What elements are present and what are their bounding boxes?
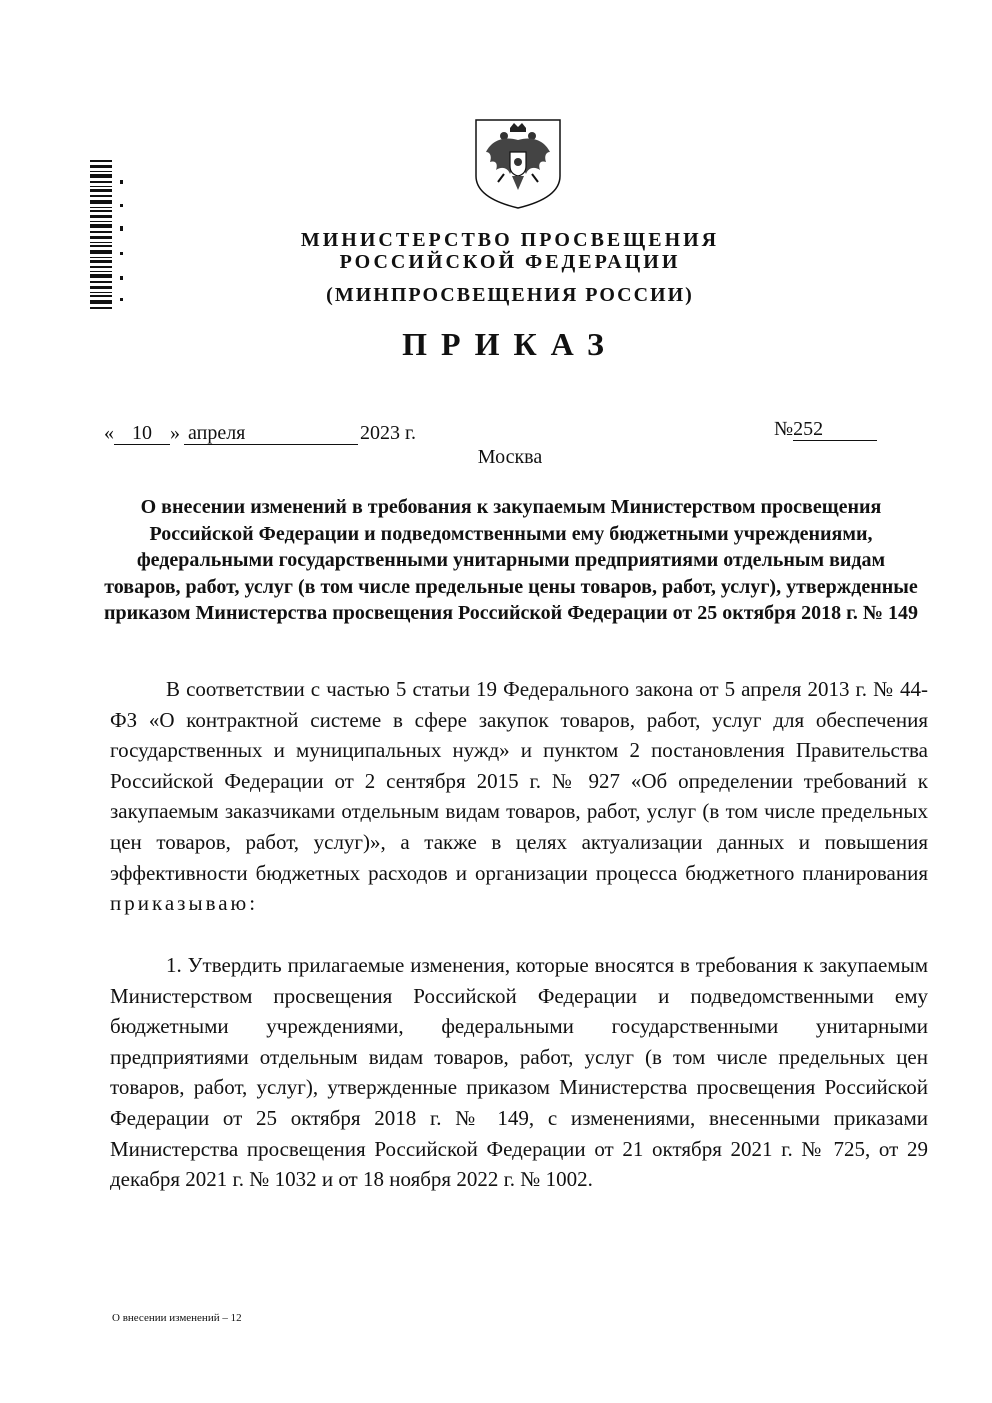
date-year: 2023 г. bbox=[360, 422, 416, 444]
date-month: апреля bbox=[184, 422, 358, 445]
order-city: Москва bbox=[477, 446, 543, 468]
ministry-name-line1: МИНИСТЕРСТВО ПРОСВЕЩЕНИЯ bbox=[300, 229, 720, 251]
ministry-name-line2: РОССИЙСКОЙ ФЕДЕРАЦИИ bbox=[339, 251, 681, 273]
barcode-icon bbox=[88, 160, 128, 312]
date-open-quote: « bbox=[104, 422, 114, 444]
order-title: ПРИКАЗ bbox=[402, 326, 618, 362]
number-value: 252 bbox=[793, 418, 877, 441]
body-paragraph-1-decree: приказываю: bbox=[110, 891, 259, 916]
coat-of-arms-icon bbox=[474, 118, 562, 210]
body-paragraph-2: 1. Утвердить прилагаемые изменения, которые вносятся в требования к закупаемым Министерством просвещения Российской Федерации и подведомственными ему бюджетными учреждениями, федеральными государственными унитарными предприятиями отдельным видам товаров, работ, услуг (в том числе предельных цен товаров, работ, услуг), утвержденные приказом Министерства просвещения Российской Федерации от 25 октября 2018 г. № 149, с изменениями, внесенными приказами Министерства просвещения Российской Федерации от 21 октября 2021 г. № 725, от 29 декабря 2021 г. № 1032 и от 18 ноября 2022 г. № 1002. bbox=[110, 953, 928, 1192]
order-number bbox=[774, 418, 877, 441]
order-subject: О внесении изменений в требования к закупаемым Министерством просвещения Российской Федерации и подведомственными ему бюджетными учреждениями, федеральными государственными унитарными предприятиями отдельным видам товаров, работ, услуг (в том числе предельные цены товаров, работ, услуг), утвержденные приказом Министерства просвещения Российской Федерации от 25 октября 2018 г. № 149 bbox=[103, 496, 919, 624]
date-close-quote: » bbox=[170, 422, 180, 444]
body-paragraph-1 bbox=[110, 674, 928, 919]
ministry-abbreviation: (МИНПРОСВЕЩЕНИЯ РОССИИ) bbox=[326, 284, 694, 306]
order-date bbox=[104, 422, 416, 445]
date-day: 10 bbox=[114, 422, 170, 445]
body-paragraph-1-text: В соответствии с частью 5 статьи 19 Федерального закона от 5 апреля 2013 г. № 44-ФЗ «О контрактной системе в сфере закупок товаров, работ, услуг для обеспечения государственных и муниципальных нужд» и пунктом 2 постановления Правительства Российской Федерации от 2 сентября 2015 г. № 927 «Об определении требований к закупаемым заказчиками отдельным видам товаров, работ, услуг (в том числе предельных цен товаров, работ, услуг)», а также в целях актуализации данных и повышения эффективности бюджетных расходов и организации процесса бюджетного планирования bbox=[110, 677, 928, 885]
number-prefix: № bbox=[774, 418, 794, 440]
footer-text: О внесении изменений – 12 bbox=[112, 1312, 242, 1324]
